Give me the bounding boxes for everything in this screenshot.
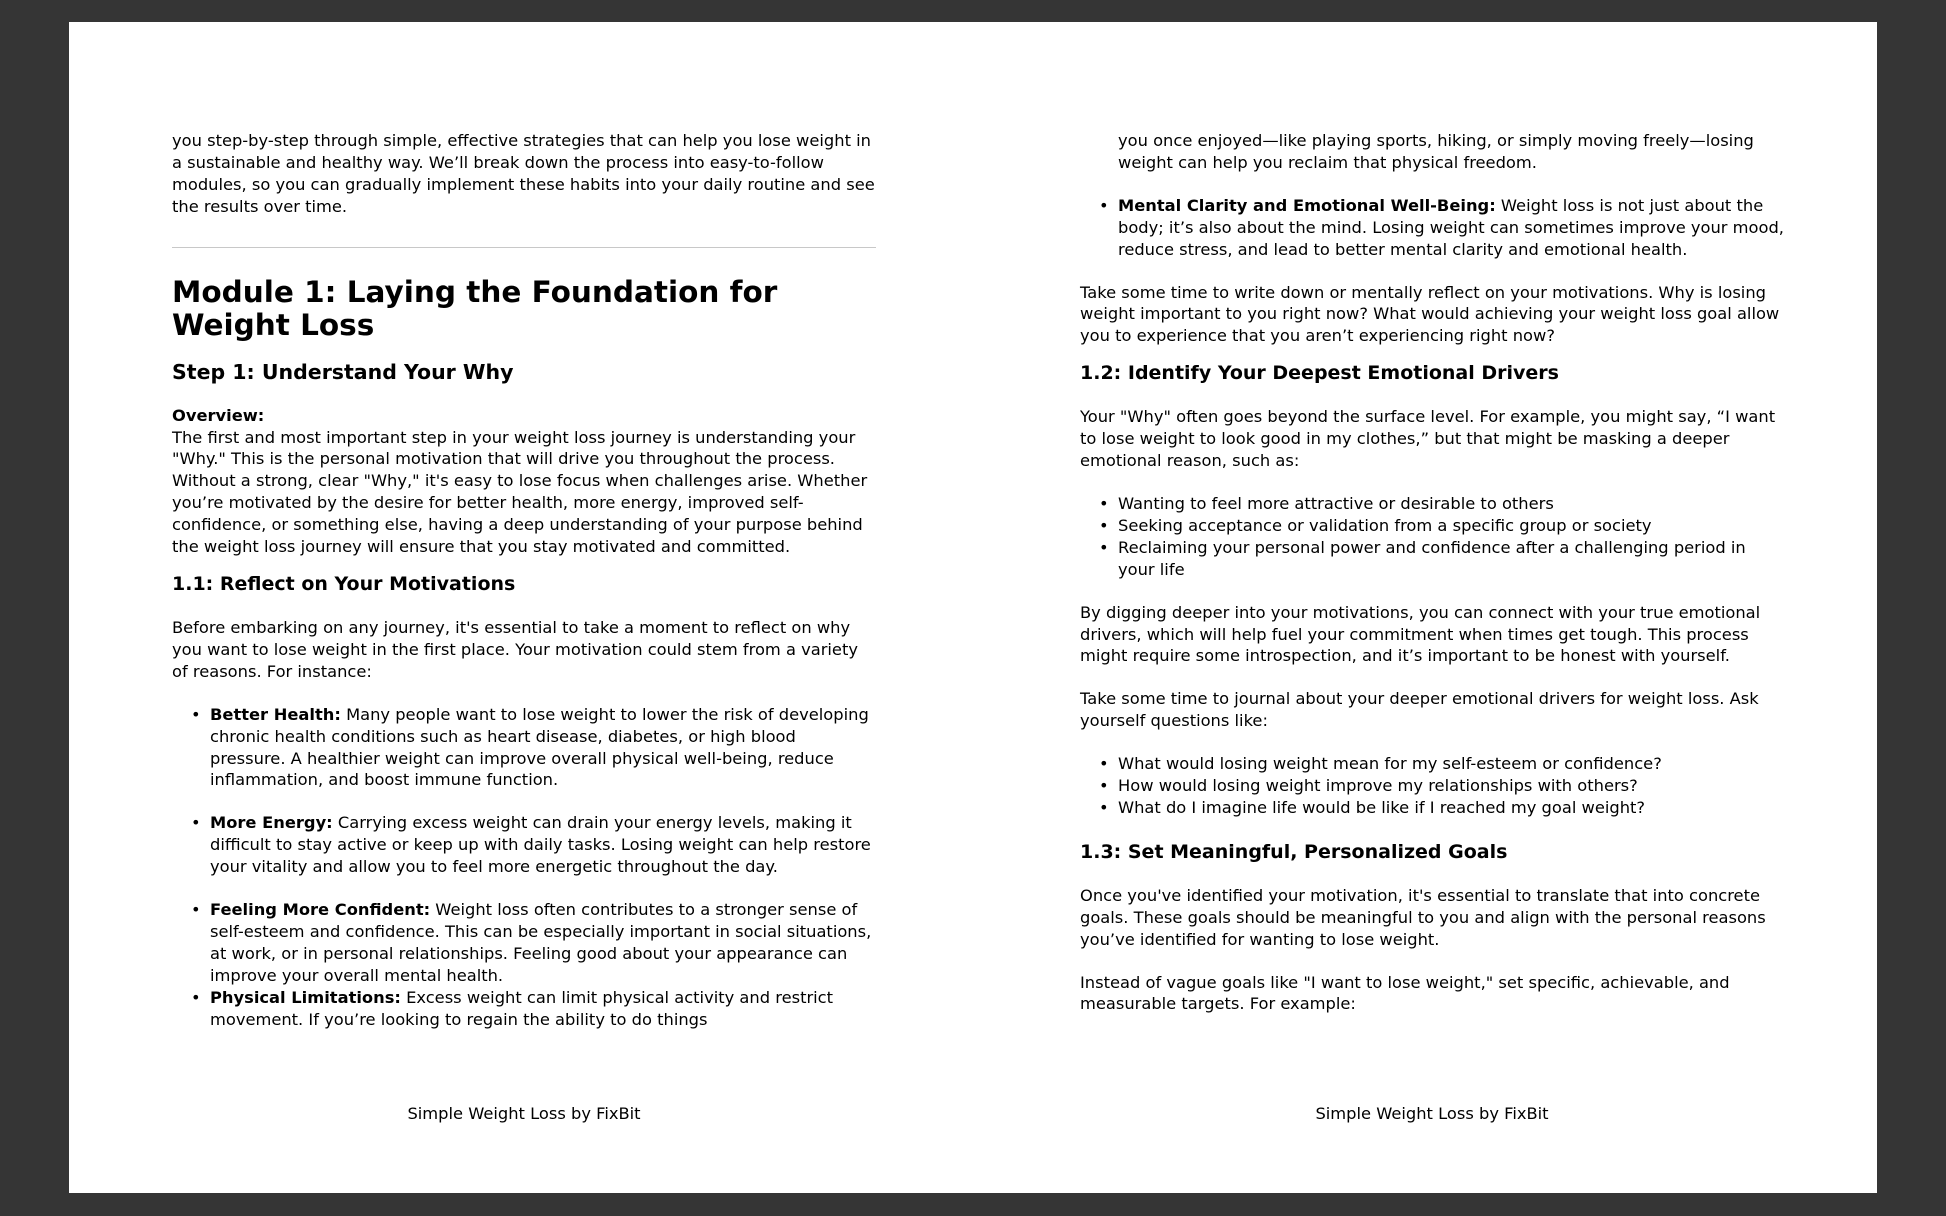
- driver-item: • Seeking acceptance or validation from a specific group or society: [1080, 515, 1784, 537]
- step-1-heading: Step 1: Understand Your Why: [172, 359, 514, 384]
- section-1-3-heading: 1.3: Set Meaningful, Personalized Goals: [1080, 840, 1508, 863]
- driver-item: • Reclaiming your personal power and confidence after a challenging period in your life: [1080, 537, 1784, 581]
- goals-paragraph-2: Instead of vague goals like "I want to lose weight," set specific, achievable, and measurable targets. For example:: [1080, 972, 1730, 1014]
- bullet-label: Mental Clarity and Emotional Well-Being:: [1118, 195, 1496, 215]
- section-1-1-intro-paragraph: Before embarking on any journey, it's essential to take a moment to reflect on why you want to lose weight in the first place. Your motivation could stem from a variety of reasons. For instance:: [172, 617, 858, 681]
- emotional-drivers-list: [1080, 493, 1784, 581]
- question-item: • What would losing weight mean for my self-esteem or confidence?: [1080, 753, 1784, 775]
- module-1-heading: Module 1: Laying the Foundation for Weight Loss: [172, 274, 778, 342]
- bullet-item-more-energy: [172, 812, 876, 878]
- overview-label: Overview:: [172, 405, 265, 425]
- bullet-item-better-health: [172, 704, 876, 792]
- bullet-item-feeling-more-confident: [172, 899, 876, 987]
- page-footer-right: Simple Weight Loss by FixBit: [1315, 1104, 1549, 1123]
- motivations-bullet-list-continued: [1080, 130, 1784, 261]
- reflect-paragraph: Take some time to write down or mentally reflect on your motivations. Why is losing weight important to you right now? What would achieving your weight loss goal allow you to experience that you aren’t experiencing right now?: [1080, 282, 1780, 346]
- bullet-label: More Energy:: [210, 813, 333, 833]
- page-footer-left: Simple Weight Loss by FixBit: [407, 1104, 641, 1123]
- document-page-spread: [69, 22, 1877, 1193]
- section-divider: [172, 247, 876, 248]
- section-1-1-heading: 1.1: Reflect on Your Motivations: [172, 572, 516, 595]
- question-item: • What do I imagine life would be like if I reached my goal weight?: [1080, 797, 1784, 819]
- bullet-continuation-text: you once enjoyed—like playing sports, hiking, or simply moving freely—losing weight can help you reclaim that physical freedom.: [1118, 131, 1754, 172]
- bullet-text: Many people want to lose weight to lower the risk of developing chronic health conditions such as heart disease, diabetes, or high blood pressure. A healthier weight can improve overall physical well-being, reduce inflammation, and boost immune function.: [210, 704, 869, 790]
- bullet-item-physical-limitations: [172, 987, 876, 1031]
- question-item: • How would losing weight improve my relationships with others?: [1080, 775, 1784, 797]
- section-1-2-intro-paragraph: Your "Why" often goes beyond the surface level. For example, you might say, “I want to lose weight to look good in my clothes,” but that might be masking a deeper emotional reason, such as:: [1080, 407, 1776, 471]
- driver-item: • Wanting to feel more attractive or desirable to others: [1080, 493, 1784, 515]
- overview-paragraph: [172, 405, 876, 558]
- journal-paragraph: Take some time to journal about your deeper emotional drivers for weight loss. Ask yourself questions like:: [1080, 689, 1759, 731]
- goals-paragraph-1: Once you've identified your motivation, it's essential to translate that into concrete goals. These goals should be meaningful to you and align with the personal reasons you’ve identified for wanting to lose weight.: [1080, 885, 1766, 949]
- overview-body: The first and most important step in your weight loss journey is understanding your "Why." This is the personal motivation that will drive you throughout the process. Without a strong, clear "Why," it's easy to lose focus when challenges arise. Whether you’re motivated by the desire for better health, more energy, improved self-confidence, or something else, having a deep understanding of your purpose behind the weight loss journey will ensure that you stay motivated and committed.: [172, 427, 868, 557]
- motivations-bullet-list: [172, 704, 876, 1031]
- bullet-text: Weight loss often contributes to a stronger sense of self-esteem and confidence. This can be especially important in social situations, at work, or in personal relationships. Feeling good about your appearance can improve your overall mental health.: [210, 900, 872, 985]
- bullet-item-mental-clarity: [1080, 195, 1784, 261]
- section-1-2-heading: 1.2: Identify Your Deepest Emotional Drivers: [1080, 362, 1559, 385]
- page-column-right: [1080, 130, 1784, 1015]
- bullet-label: Feeling More Confident:: [210, 900, 431, 920]
- bullet-text: Carrying excess weight can drain your energy levels, making it difficult to stay active or keep up with daily tasks. Losing weight can help restore your vitality and allow you to feel more energetic throughout the day.: [210, 813, 871, 877]
- bullet-label: Physical Limitations:: [210, 987, 401, 1007]
- bullet-text: Excess weight can limit physical activity and restrict movement. If you’re looking to regain the ability to do things: [210, 987, 834, 1029]
- page-column-left: [172, 130, 876, 1051]
- journal-questions-list: [1080, 753, 1784, 819]
- bullet-text: Weight loss is not just about the body; it’s also about the mind. Losing weight can sometimes improve your mood, reduce stress, and lead to better mental clarity and emotional health.: [1118, 195, 1784, 259]
- intro-paragraph: you step-by-step through simple, effective strategies that can help you lose weight in a sustainable and healthy way. We’ll break down the process into easy-to-follow modules, so you can gradually implement these habits into your daily routine and see the results over time.: [172, 131, 875, 216]
- bullet-label: Better Health:: [210, 704, 341, 724]
- digging-paragraph: By digging deeper into your motivations, you can connect with your true emotional drivers, which will help fuel your commitment when times get tough. This process might require some introspection, and it’s important to be honest with yourself.: [1080, 602, 1761, 666]
